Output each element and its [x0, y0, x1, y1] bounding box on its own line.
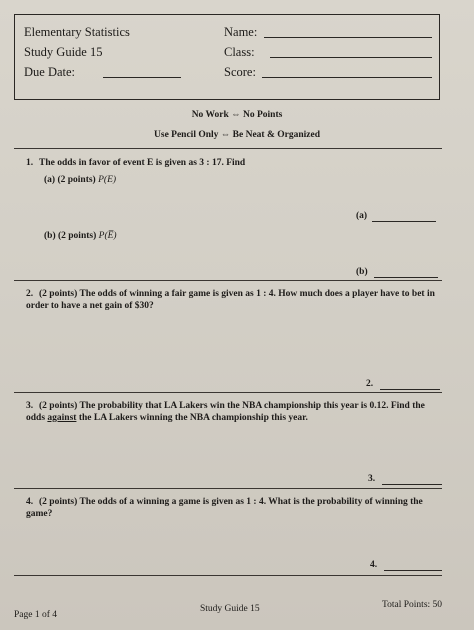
due-date-line	[103, 77, 181, 78]
question-3-emphasis: against	[47, 413, 77, 423]
footer-guide-title: Study Guide 15	[200, 604, 260, 614]
answer-1a-label: (a)	[356, 211, 368, 221]
class-label: Class:	[224, 45, 255, 59]
score-line	[262, 77, 432, 78]
instruction-work: No Work ⇔ No Points	[191, 110, 283, 120]
footer-total-points: Total Points: 50	[382, 600, 443, 610]
class-line	[270, 57, 432, 58]
question-3-number: 3.	[26, 401, 34, 411]
question-4-number: 4.	[26, 497, 34, 507]
answer-1a-line	[372, 221, 436, 222]
divider-q4	[14, 575, 442, 576]
divider-top	[14, 148, 442, 149]
divider-q3	[14, 488, 442, 489]
answer-1b-label: (b)	[356, 267, 368, 277]
answer-4-label: 4.	[370, 560, 378, 570]
score-label: Score:	[224, 65, 256, 79]
question-1	[26, 157, 436, 169]
course-title: Elementary Statistics	[24, 25, 130, 39]
answer-3-label: 3.	[368, 474, 376, 484]
question-3-text-before: (2 points) The probability that LA Lakers win the NBA championship this year is 0.12. Find the odds	[26, 401, 425, 423]
question-4	[26, 496, 442, 520]
question-1-text: The odds in favor of event E is given as 3 : 17. Find	[39, 158, 246, 168]
due-date-label: Due Date:	[24, 65, 76, 79]
question-1-number: 1.	[26, 158, 34, 168]
question-1a	[44, 175, 116, 185]
answer-2-label: 2.	[366, 379, 374, 389]
study-guide-title: Study Guide 15	[24, 45, 103, 59]
question-1a-expr: P(E)	[98, 175, 117, 185]
question-1a-label: (a) (2 points)	[44, 175, 96, 185]
question-3	[26, 400, 442, 424]
answer-3-line	[382, 484, 442, 485]
question-1b	[44, 231, 117, 241]
name-line	[264, 37, 432, 38]
instruction-pencil: Use Pencil Only ⇔ Be Neat & Organized	[154, 130, 320, 140]
question-4-text: (2 points) The odds of a winning a game is given as 1 : 4. What is the probability of winning the game?	[26, 497, 423, 519]
question-3-text-after: the LA Lakers winning the NBA championship this year.	[76, 413, 308, 423]
answer-4-line	[384, 570, 442, 571]
name-label: Name:	[224, 25, 258, 39]
question-1b-expr: P(E̅)	[98, 231, 117, 241]
divider-q1	[14, 280, 442, 281]
question-2	[26, 288, 442, 312]
question-2-text: (2 points) The odds of winning a fair game is given as 1 : 4. How much does a player have to bet in order to have a net gain of $30?	[26, 289, 435, 311]
divider-q2	[14, 392, 442, 393]
answer-2-line	[380, 389, 440, 390]
answer-1b-line	[374, 277, 438, 278]
question-2-number: 2.	[26, 289, 34, 299]
footer-page-number: Page 1 of 4	[14, 610, 58, 620]
question-1b-label: (b) (2 points)	[44, 231, 97, 241]
